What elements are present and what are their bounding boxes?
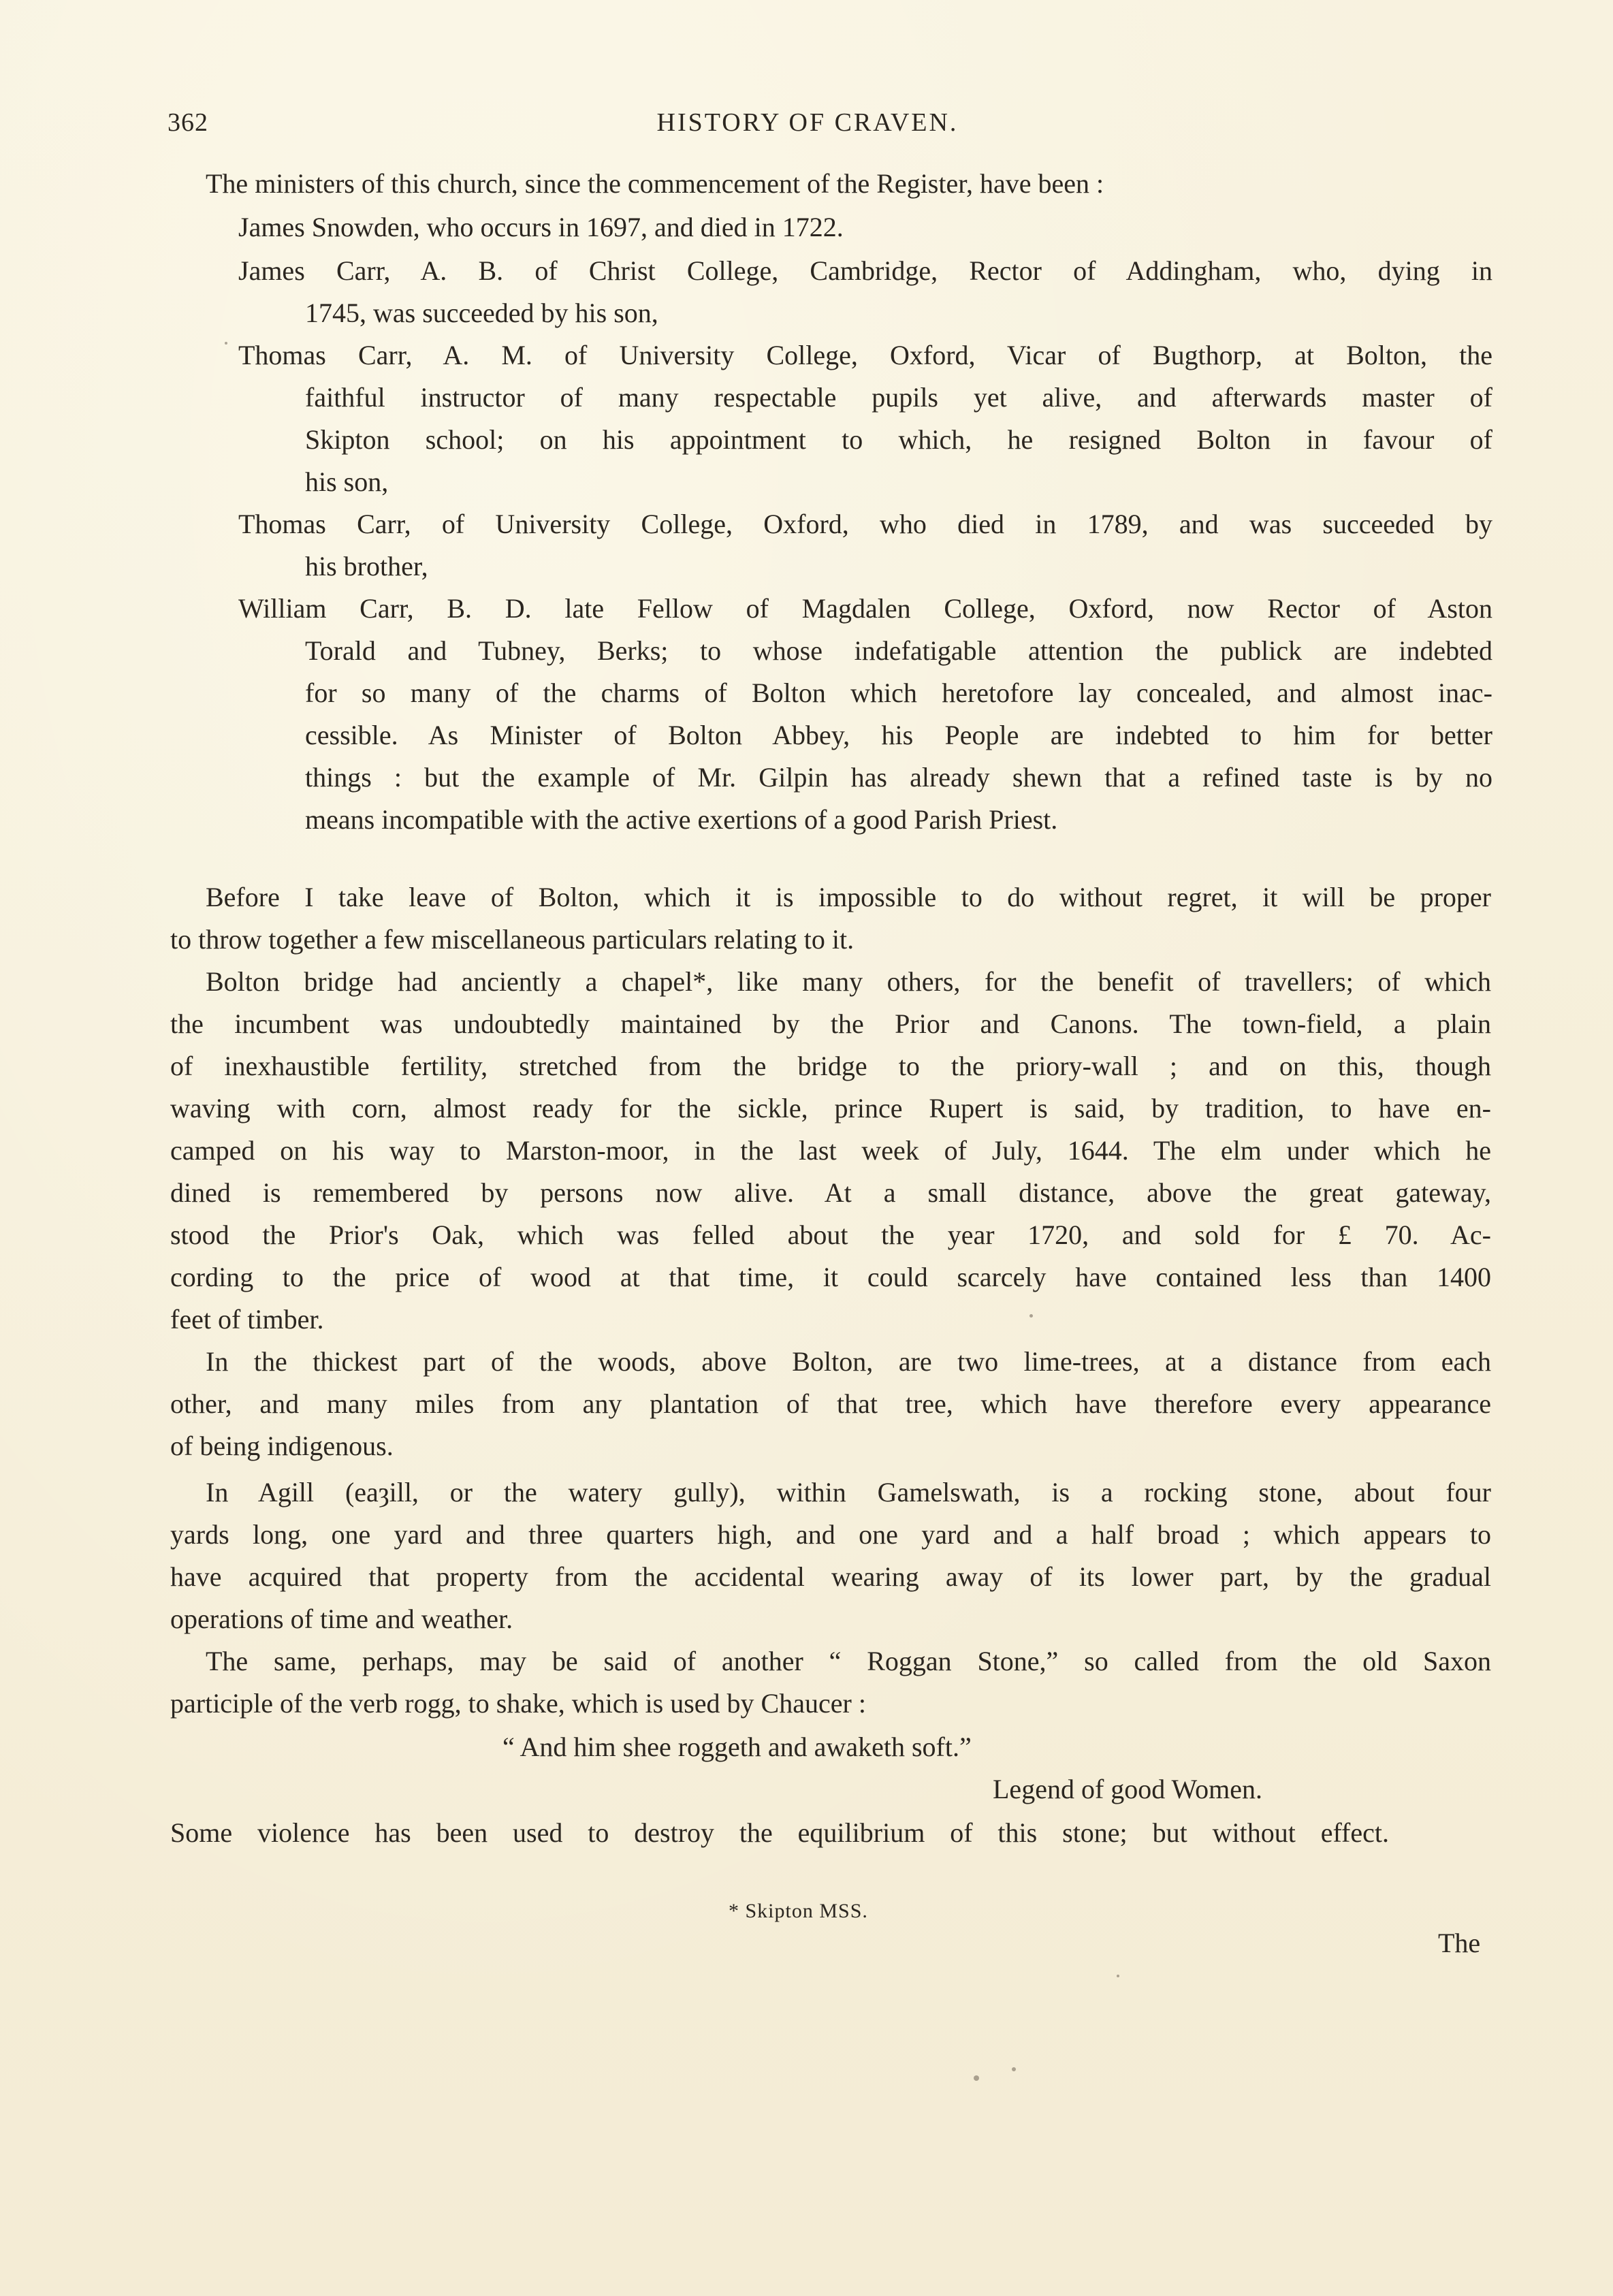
text-line: James Carr, A. B. of Christ College, Cambridge, Rector of Addingham, who, dying in bbox=[238, 255, 1492, 286]
paper-speck bbox=[1012, 2067, 1016, 2071]
text-line: faithful instructor of many respectable pupils yet alive, and afterwards master of bbox=[305, 382, 1492, 413]
page-header bbox=[167, 108, 1448, 148]
text-line: operations of time and weather. bbox=[170, 1604, 513, 1634]
text-line: cessible. As Minister of Bolton Abbey, his People are indebted to him for better bbox=[305, 720, 1492, 750]
text-line: The same, perhaps, may be said of another “ Roggan Stone,” so called from the old Saxon bbox=[206, 1646, 1491, 1676]
quotation-line: “ And him shee roggeth and awaketh soft.” bbox=[502, 1732, 972, 1762]
text-line: Before I take leave of Bolton, which it is impossible to do without regret, it will be proper bbox=[206, 882, 1491, 912]
text-line: his son, bbox=[305, 466, 389, 497]
catchword: The bbox=[1438, 1928, 1481, 1958]
text-line: feet of timber. bbox=[170, 1304, 324, 1335]
text-line: his brother, bbox=[305, 551, 428, 581]
paper-speck bbox=[1029, 1314, 1033, 1318]
paper-speck bbox=[1117, 1975, 1119, 1977]
text-line: of inexhaustible fertility, stretched from the bridge to the priory-wall ; and on this, though bbox=[170, 1051, 1491, 1081]
text-line: waving with corn, almost ready for the sickle, prince Rupert is said, by tradition, to have en- bbox=[170, 1093, 1491, 1123]
footnote: * Skipton MSS. bbox=[729, 1900, 868, 1922]
text-line: other, and many miles from any plantation of that tree, which have therefore every appearance bbox=[170, 1388, 1491, 1419]
text-line: In Agill (eaȝill, or the watery gully), within Gamelswath, is a rocking stone, about four bbox=[206, 1477, 1491, 1508]
text-line: stood the Prior's Oak, which was felled about the year 1720, and sold for £ 70. Ac- bbox=[170, 1219, 1491, 1250]
text-line: of being indigenous. bbox=[170, 1431, 394, 1461]
text-line: 1745, was succeeded by his son, bbox=[305, 298, 658, 328]
text-line: participle of the verb rogg, to shake, which is used by Chaucer : bbox=[170, 1688, 866, 1719]
text-line: the incumbent was undoubtedly maintained by the Prior and Canons. The town-field, a plain bbox=[170, 1008, 1491, 1039]
text-line: William Carr, B. D. late Fellow of Magdalen College, Oxford, now Rector of Aston bbox=[238, 593, 1492, 624]
text-line: The ministers of this church, since the commencement of the Register, have been : bbox=[206, 168, 1104, 199]
text-line: for so many of the charms of Bolton which heretofore lay concealed, and almost inac- bbox=[305, 677, 1492, 708]
text-line: means incompatible with the active exertions of a good Parish Priest. bbox=[305, 804, 1058, 835]
text-line: Thomas Carr, A. M. of University College, Oxford, Vicar of Bugthorp, at Bolton, the bbox=[238, 340, 1492, 370]
text-line: have acquired that property from the accidental wearing away of its lower part, by the gradual bbox=[170, 1561, 1491, 1592]
page-number: 362 bbox=[167, 108, 208, 137]
text-line: Bolton bridge had anciently a chapel*, like many others, for the benefit of travellers; of which bbox=[206, 966, 1491, 997]
text-line: camped on his way to Marston-moor, in the last week of July, 1644. The elm under which he bbox=[170, 1135, 1491, 1166]
text-line: In the thickest part of the woods, above Bolton, are two lime-trees, at a distance from each bbox=[206, 1346, 1491, 1377]
text-line: yards long, one yard and three quarters high, and one yard and a half broad ; which appears to bbox=[170, 1519, 1491, 1550]
paper-speck bbox=[974, 2075, 979, 2081]
text-line: Torald and Tubney, Berks; to whose indefatigable attention the publick are indebted bbox=[305, 635, 1492, 666]
quotation-source: Legend of good Women. bbox=[993, 1774, 1262, 1804]
text-line: to throw together a few miscellaneous particulars relating to it. bbox=[170, 924, 855, 955]
text-line: James Snowden, who occurs in 1697, and died in 1722. bbox=[238, 212, 844, 242]
text-line: cording to the price of wood at that time, it could scarcely have contained less than 1400 bbox=[170, 1262, 1491, 1292]
text-line: Skipton school; on his appointment to which, he resigned Bolton in favour of bbox=[305, 424, 1492, 455]
text-line: things : but the example of Mr. Gilpin has already shewn that a refined taste is by no bbox=[305, 762, 1492, 793]
text-line: Some violence has been used to destroy the equilibrium of this stone; but without effect. bbox=[170, 1817, 1389, 1848]
text-line: Thomas Carr, of University College, Oxford, who died in 1789, and was succeeded by bbox=[238, 509, 1492, 539]
running-head: HISTORY OF CRAVEN. bbox=[656, 108, 959, 137]
paper-speck bbox=[225, 342, 227, 345]
text-line: dined is remembered by persons now alive. At a small distance, above the great gateway, bbox=[170, 1177, 1491, 1208]
